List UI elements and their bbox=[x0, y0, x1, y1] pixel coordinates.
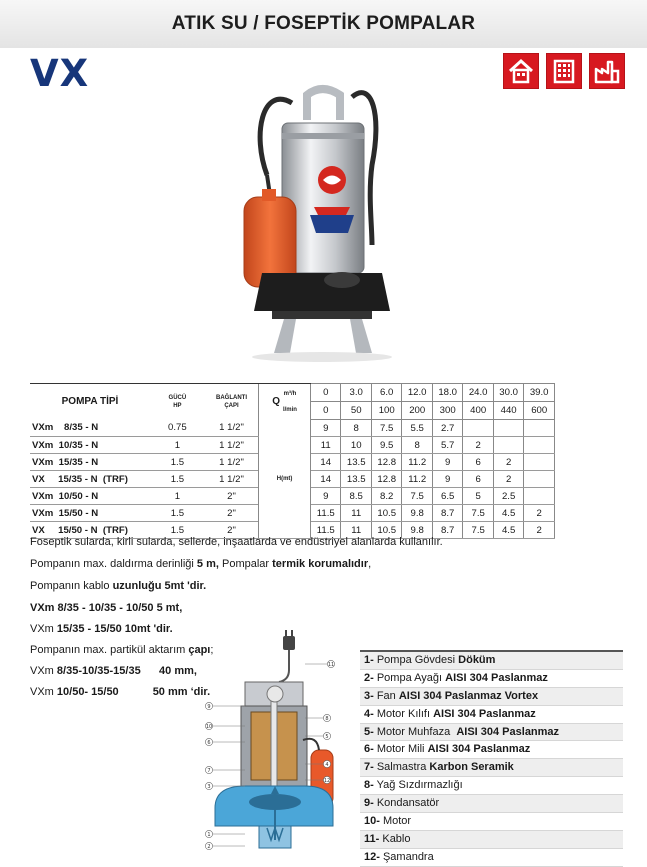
callout-number: 2 bbox=[207, 843, 211, 850]
flow-unit-lmin: l/min bbox=[282, 406, 297, 413]
model-cell: VXm 15/35 - N bbox=[30, 454, 150, 471]
model-name: VX bbox=[30, 52, 90, 95]
head-value-cell bbox=[493, 420, 523, 437]
head-value-cell: 12.8 bbox=[371, 454, 401, 471]
part-material: AISI 304 Paslanmaz bbox=[445, 671, 548, 684]
part-item bbox=[360, 670, 623, 688]
connection-cell: 1 1/2" bbox=[205, 437, 259, 454]
part-label: Motor Muhfaza bbox=[373, 725, 457, 738]
particle-text: Pompanın max. partikül aktarım bbox=[30, 644, 189, 656]
power-cell: 0.75 bbox=[150, 420, 205, 437]
part-material: AISI 304 Paslanmaz bbox=[433, 707, 536, 720]
head-value-cell: 10.5 bbox=[371, 505, 401, 522]
power-cell: 1.5 bbox=[150, 454, 205, 471]
part-label: Şamandra bbox=[379, 850, 434, 863]
performance-table bbox=[30, 383, 555, 539]
head-value-cell: 11 bbox=[341, 505, 371, 522]
head-value-cell bbox=[463, 420, 493, 437]
head-value-cell: 10 bbox=[341, 437, 371, 454]
head-value-cell: 8.7 bbox=[432, 522, 462, 539]
flow-m3h-2: 6.0 bbox=[371, 384, 401, 402]
flow-lmin-6: 440 bbox=[493, 402, 523, 420]
particle-50-size: 50 mm ‘dir. bbox=[152, 686, 211, 698]
application-icons bbox=[503, 53, 625, 89]
part-number: 9- bbox=[364, 797, 374, 810]
cable-10mt-prefix: VXm bbox=[30, 623, 57, 635]
callout-number: 10 bbox=[205, 723, 213, 730]
model-cell: VX 15/35 - N (TRF) bbox=[30, 471, 150, 488]
head-value-cell: 11.2 bbox=[402, 471, 432, 488]
description-depth bbox=[30, 558, 371, 570]
head-value-cell bbox=[493, 437, 523, 454]
callout-number: 6 bbox=[207, 739, 211, 746]
part-item bbox=[360, 741, 623, 759]
power-header-unit: HP bbox=[173, 402, 182, 409]
head-value-cell: 9 bbox=[311, 488, 341, 505]
callout-number: 5 bbox=[325, 733, 329, 740]
particle-50-models: 10/50- 15/50 bbox=[56, 686, 119, 698]
flow-m3h-7: 39.0 bbox=[524, 384, 555, 402]
head-value-cell: 6 bbox=[463, 471, 493, 488]
table-row bbox=[30, 420, 555, 437]
head-value-cell: 11 bbox=[311, 437, 341, 454]
cable-text: Pompanın kablo bbox=[30, 580, 113, 592]
particle-semicolon: ; bbox=[210, 644, 214, 656]
page-title: ATIK SU / FOSEPTİK POMPALAR bbox=[171, 13, 476, 34]
head-value-cell: 2 bbox=[463, 437, 493, 454]
power-header-label: GÜCÜ bbox=[168, 394, 187, 401]
head-value-cell: 9.8 bbox=[402, 505, 432, 522]
building-icon bbox=[546, 53, 582, 89]
power-cell: 1.5 bbox=[150, 505, 205, 522]
flow-lmin-0: 0 bbox=[311, 402, 341, 420]
part-label: Motor Kılıfı bbox=[373, 707, 434, 720]
head-value-cell bbox=[524, 488, 555, 505]
part-label: Pompa Ayağı bbox=[373, 671, 446, 684]
head-value-cell: 8.7 bbox=[432, 505, 462, 522]
model-cell: VXm 10/35 - N bbox=[30, 437, 150, 454]
flow-lmin-2: 100 bbox=[371, 402, 401, 420]
cable-10mt-models: 15/35 - 15/50 10mt 'dir. bbox=[56, 623, 173, 635]
connection-cell: 2" bbox=[205, 522, 259, 539]
power-cell: 1.5 bbox=[150, 522, 205, 539]
head-value-cell: 13.5 bbox=[341, 471, 371, 488]
head-value-cell bbox=[524, 420, 555, 437]
pump-cutaway-diagram bbox=[205, 630, 345, 852]
flow-lmin-7: 600 bbox=[524, 402, 555, 420]
page-header bbox=[0, 0, 647, 48]
house-icon bbox=[503, 53, 539, 89]
part-item bbox=[360, 706, 623, 724]
part-item bbox=[360, 652, 623, 670]
head-value-cell bbox=[524, 437, 555, 454]
head-value-cell: 5.5 bbox=[402, 420, 432, 437]
head-value-cell: 6.5 bbox=[432, 488, 462, 505]
head-value-cell: 13.5 bbox=[341, 454, 371, 471]
cable-length: uzunluğu 5mt 'dir. bbox=[112, 580, 207, 592]
depth-value: 5 m, bbox=[196, 558, 219, 570]
head-value-cell: 11.5 bbox=[311, 522, 341, 539]
head-value-cell: 2 bbox=[493, 454, 523, 471]
head-value-cell: 9 bbox=[432, 454, 462, 471]
power-cell: 1 bbox=[150, 488, 205, 505]
head-value-cell: 8.2 bbox=[371, 488, 401, 505]
head-value-cell: 9 bbox=[432, 471, 462, 488]
callout-number: 1 bbox=[207, 831, 211, 838]
head-value-cell: 4.5 bbox=[493, 522, 523, 539]
head-value-cell bbox=[524, 454, 555, 471]
part-material: AISI 304 Paslanmaz bbox=[427, 743, 531, 756]
particle-40-models: 8/35-10/35-15/35 40 mm, bbox=[56, 665, 197, 677]
part-label: Motor bbox=[379, 815, 412, 828]
part-material: AISI 304 Paslanmaz Vortex bbox=[398, 689, 539, 702]
part-number: 7- bbox=[364, 761, 374, 774]
head-value-cell: 14 bbox=[311, 471, 341, 488]
connection-cell: 1 1/2" bbox=[205, 420, 259, 437]
part-number: 3- bbox=[364, 689, 374, 702]
callout-number: 3 bbox=[207, 783, 211, 790]
head-value-cell: 6 bbox=[463, 454, 493, 471]
part-material: AISI 304 Paslanmaz bbox=[456, 725, 560, 738]
description-particle-50 bbox=[30, 686, 210, 698]
flow-m3h-0: 0 bbox=[311, 384, 341, 402]
part-label: Salmastra bbox=[373, 761, 430, 774]
part-item bbox=[360, 777, 623, 795]
depth-text-2: Pompalar bbox=[218, 558, 273, 570]
head-value-cell: 12.8 bbox=[371, 471, 401, 488]
part-label: Pompa Gövdesi bbox=[373, 654, 459, 666]
description-usage: Foseptik sularda, kirli sularda, sellerde, inşaatlarda ve endüstriyel alanlarda kullanılır. bbox=[30, 536, 443, 548]
part-number: 10- bbox=[364, 815, 380, 828]
callout-number: 4 bbox=[325, 761, 329, 768]
callout-number: 11 bbox=[327, 661, 335, 668]
part-number: 2- bbox=[364, 671, 374, 684]
part-material: Karbon Seramik bbox=[429, 761, 514, 774]
particle-50-prefix: VXm bbox=[30, 686, 57, 698]
table-body bbox=[30, 420, 555, 539]
description-cable-5mt: VXm 8/35 - 10/35 - 10/50 5 mt, bbox=[30, 602, 183, 614]
part-label: Kablo bbox=[379, 832, 411, 845]
head-value-cell: 8 bbox=[402, 437, 432, 454]
callout-number: 7 bbox=[207, 767, 211, 774]
part-item bbox=[360, 759, 623, 777]
head-value-cell: 4.5 bbox=[493, 505, 523, 522]
head-value-cell: 7.5 bbox=[463, 522, 493, 539]
part-item bbox=[360, 724, 623, 742]
head-value-cell: 2 bbox=[524, 522, 555, 539]
part-number: 4- bbox=[364, 707, 374, 720]
part-item bbox=[360, 849, 623, 867]
callout-number: 9 bbox=[207, 703, 211, 710]
flow-lmin-3: 200 bbox=[402, 402, 432, 420]
description-cable bbox=[30, 580, 206, 592]
depth-text: Pompanın max. daldırma derinliği bbox=[30, 558, 197, 570]
pump-illustration bbox=[222, 75, 422, 365]
power-cell: 1.5 bbox=[150, 471, 205, 488]
part-number: 5- bbox=[364, 725, 374, 738]
flow-m3h-4: 18.0 bbox=[432, 384, 462, 402]
head-value-cell: 11.5 bbox=[311, 505, 341, 522]
connection-cell: 1 1/2" bbox=[205, 454, 259, 471]
part-number: 11- bbox=[364, 832, 380, 845]
flow-lmin-5: 400 bbox=[463, 402, 493, 420]
part-item bbox=[360, 688, 623, 706]
connection-cell: 2" bbox=[205, 488, 259, 505]
part-number: 6- bbox=[364, 743, 374, 756]
head-value-cell: 14 bbox=[311, 454, 341, 471]
part-number: 1- bbox=[364, 654, 374, 666]
callout-number: 8 bbox=[325, 715, 329, 722]
connection-cell: 2" bbox=[205, 505, 259, 522]
column-header-type: POMPA TİPİ bbox=[30, 384, 150, 420]
flow-unit-m3h: m³/h bbox=[283, 390, 297, 397]
head-value-cell: 11 bbox=[341, 522, 371, 539]
parts-list bbox=[360, 650, 623, 867]
head-value-cell: 5.7 bbox=[432, 437, 462, 454]
head-value-cell bbox=[524, 471, 555, 488]
description-particle bbox=[30, 644, 213, 656]
model-cell: VXm 8/35 - N bbox=[30, 420, 150, 437]
callout-number: 12 bbox=[323, 777, 331, 784]
head-value-cell: 7.5 bbox=[463, 505, 493, 522]
head-value-cell: 11.2 bbox=[402, 454, 432, 471]
head-value-cell: 2.7 bbox=[432, 420, 462, 437]
particle-40-prefix: VXm bbox=[30, 665, 57, 677]
head-value-cell: 8.5 bbox=[341, 488, 371, 505]
connection-header-label: BAĞLANTI bbox=[215, 394, 247, 401]
part-number: 12- bbox=[364, 850, 380, 863]
head-value-cell: 8 bbox=[341, 420, 371, 437]
flow-q-label: Q bbox=[272, 396, 280, 408]
connection-cell: 1 1/2" bbox=[205, 471, 259, 488]
model-cell: VX 15/50 - N (TRF) bbox=[30, 522, 150, 539]
part-material: Döküm bbox=[458, 654, 496, 666]
thermal-protection: termik korumalıdır bbox=[272, 558, 369, 570]
description-particle-40 bbox=[30, 665, 197, 677]
head-value-cell: 7.5 bbox=[402, 488, 432, 505]
part-label: Yağ Sızdırmazlığı bbox=[373, 779, 463, 792]
factory-icon bbox=[589, 53, 625, 89]
part-item bbox=[360, 813, 623, 831]
head-value-cell: 7.5 bbox=[371, 420, 401, 437]
head-value-cell: 2.5 bbox=[493, 488, 523, 505]
head-value-cell: 9.5 bbox=[371, 437, 401, 454]
column-header-connection bbox=[205, 384, 259, 420]
flow-m3h-5: 24.0 bbox=[463, 384, 493, 402]
connection-header-unit: ÇAPI bbox=[224, 402, 239, 409]
head-value-cell: 5 bbox=[463, 488, 493, 505]
part-number: 8- bbox=[364, 779, 374, 792]
head-value-cell: 9.8 bbox=[402, 522, 432, 539]
part-label: Fan bbox=[373, 689, 399, 702]
power-cell: 1 bbox=[150, 437, 205, 454]
head-value-cell: 2 bbox=[493, 471, 523, 488]
head-label-cell: H(mt) bbox=[259, 420, 311, 539]
part-label: Motor Mili bbox=[373, 743, 428, 756]
head-value-cell: 2 bbox=[524, 505, 555, 522]
part-item bbox=[360, 795, 623, 813]
particle-word: çapı bbox=[188, 644, 211, 656]
part-label: Kondansatör bbox=[373, 797, 440, 810]
flow-m3h-6: 30.0 bbox=[493, 384, 523, 402]
flow-m3h-3: 12.0 bbox=[402, 384, 432, 402]
description-cable-10mt bbox=[30, 623, 173, 635]
flow-lmin-4: 300 bbox=[432, 402, 462, 420]
model-cell: VXm 10/50 - N bbox=[30, 488, 150, 505]
flow-lmin-1: 50 bbox=[341, 402, 371, 420]
head-value-cell: 9 bbox=[311, 420, 341, 437]
head-value-cell: 10.5 bbox=[371, 522, 401, 539]
column-header-power bbox=[150, 384, 205, 420]
part-item bbox=[360, 831, 623, 849]
column-header-flow bbox=[259, 384, 311, 420]
depth-text-3: , bbox=[368, 558, 372, 570]
flow-m3h-1: 3.0 bbox=[341, 384, 371, 402]
model-cell: VXm 15/50 - N bbox=[30, 505, 150, 522]
